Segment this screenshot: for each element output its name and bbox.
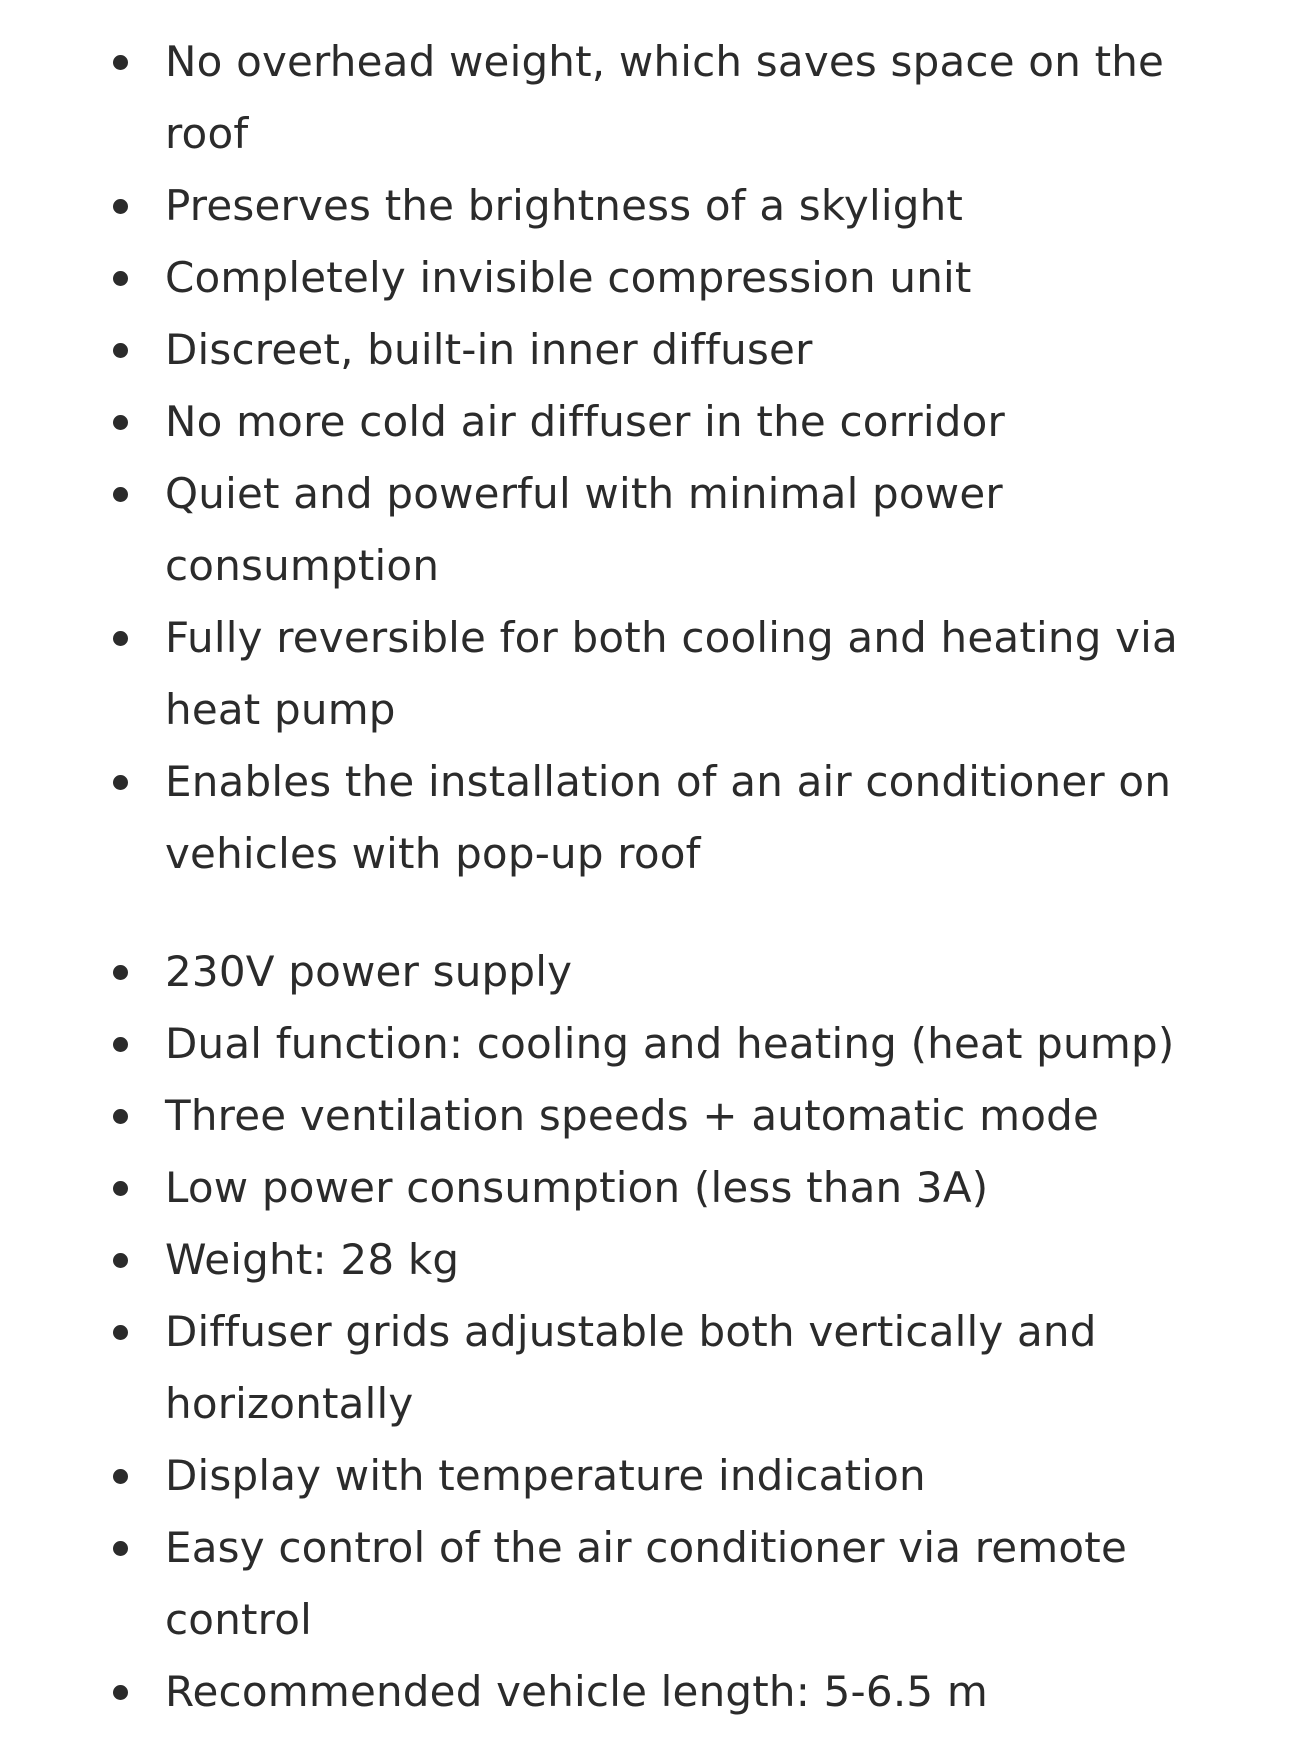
- list-item-text: Easy control of the air conditioner via remote control: [165, 1523, 1127, 1644]
- list-item: [165, 1512, 1200, 1656]
- list-item: [165, 1656, 1200, 1728]
- bullet-icon: [113, 631, 128, 646]
- bullet-icon: [113, 271, 128, 286]
- list-item-text: Fully reversible for both cooling and heating via heat pump: [165, 613, 1178, 734]
- bullet-icon: [113, 1253, 128, 1268]
- bullet-icon: [113, 1541, 128, 1556]
- list-item-text: Quiet and powerful with minimal power consumption: [165, 469, 1003, 590]
- list-item-text: Enables the installation of an air conditioner on vehicles with pop-up roof: [165, 757, 1172, 878]
- features-list: [0, 26, 1200, 890]
- list-item-text: Recommended vehicle length: 5-6.5 m: [165, 1667, 988, 1716]
- list-item-text: Completely invisible compression unit: [165, 253, 972, 302]
- content: [0, 26, 1290, 1728]
- bullet-icon: [113, 775, 128, 790]
- list-item-text: Discreet, built-in inner diffuser: [165, 325, 813, 374]
- list-item-text: Diffuser grids adjustable both vertically and horizontally: [165, 1307, 1097, 1428]
- list-item-text: Display with temperature indication: [165, 1451, 926, 1500]
- list-item: [165, 1224, 1200, 1296]
- list-item: [165, 1008, 1200, 1080]
- list-item: [165, 1296, 1200, 1440]
- list-item: [165, 1080, 1200, 1152]
- list-item: [165, 314, 1200, 386]
- bullet-icon: [113, 1181, 128, 1196]
- list-item-text: Dual function: cooling and heating (heat pump): [165, 1019, 1175, 1068]
- list-item: [165, 1440, 1200, 1512]
- list-item: [165, 1152, 1200, 1224]
- list-item-text: No overhead weight, which saves space on the roof: [165, 37, 1165, 158]
- bullet-icon: [113, 965, 128, 980]
- section-gap: [0, 890, 1290, 936]
- bullet-icon: [113, 1685, 128, 1700]
- list-item-text: 230V power supply: [165, 947, 573, 996]
- bullet-icon: [113, 1325, 128, 1340]
- list-item: [165, 386, 1200, 458]
- list-item-text: Preserves the brightness of a skylight: [165, 181, 964, 230]
- bullet-icon: [113, 487, 128, 502]
- list-item: [165, 458, 1200, 602]
- bullet-icon: [113, 55, 128, 70]
- list-item: [165, 746, 1200, 890]
- specifications-list: [0, 936, 1200, 1728]
- bullet-icon: [113, 1469, 128, 1484]
- list-item: [165, 26, 1200, 170]
- list-item-text: No more cold air diffuser in the corridor: [165, 397, 1005, 446]
- list-item-text: Three ventilation speeds + automatic mode: [165, 1091, 1100, 1140]
- bullet-icon: [113, 415, 128, 430]
- list-item-text: Low power consumption (less than 3A): [165, 1163, 989, 1212]
- bullet-icon: [113, 199, 128, 214]
- list-item: [165, 170, 1200, 242]
- list-item: [165, 602, 1200, 746]
- list-item-text: Weight: 28 kg: [165, 1235, 460, 1284]
- bullet-icon: [113, 1037, 128, 1052]
- bullet-icon: [113, 343, 128, 358]
- list-item: [165, 936, 1200, 1008]
- list-item: [165, 242, 1200, 314]
- bullet-icon: [113, 1109, 128, 1124]
